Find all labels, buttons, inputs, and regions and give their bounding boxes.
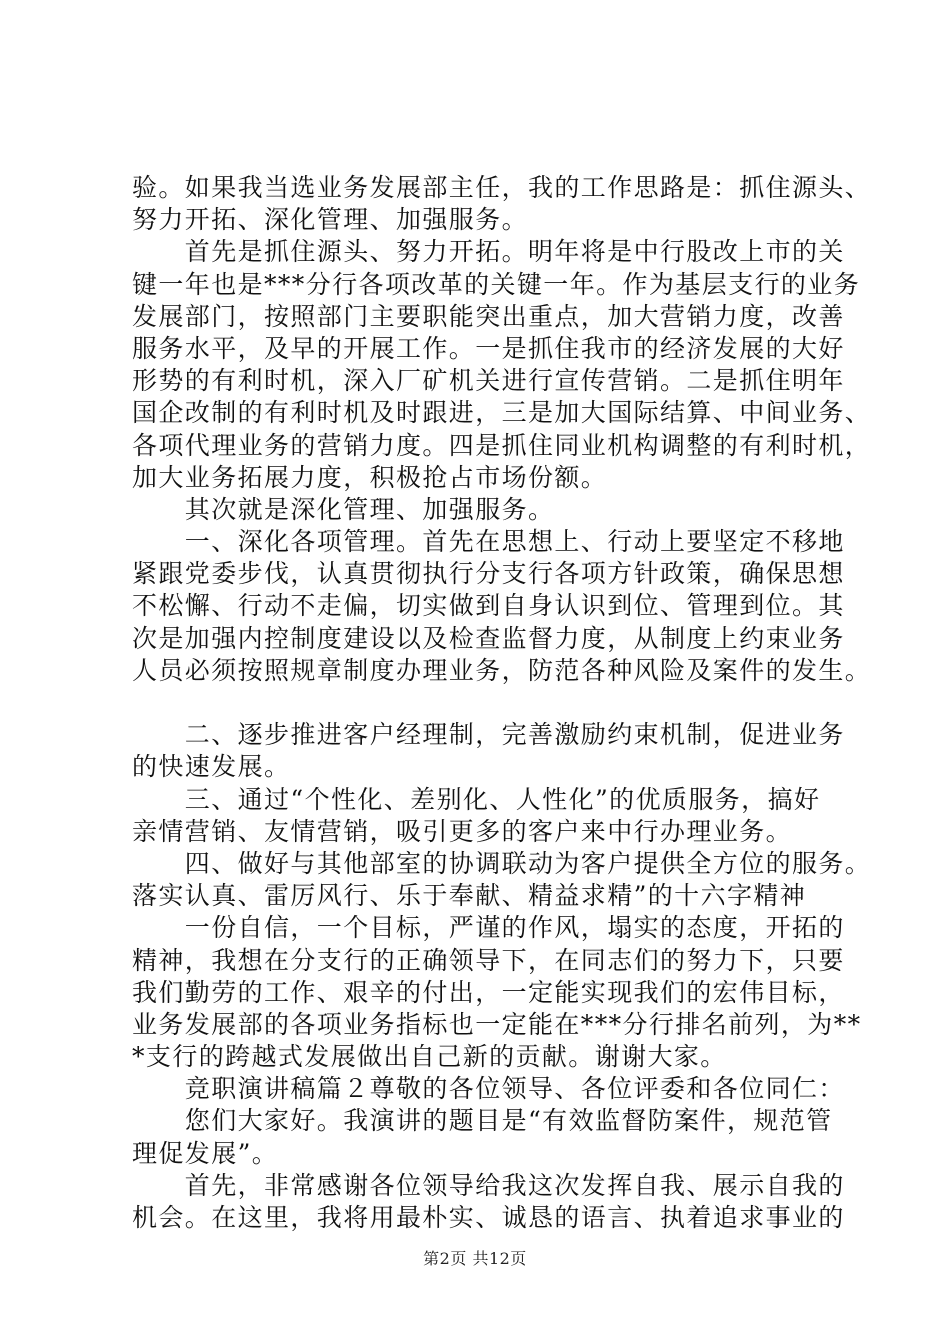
page-footer — [0, 1246, 950, 1269]
text-line: 我们勤劳的工作、艰辛的付出，一定能实现我们的宏伟目标， — [132, 977, 845, 1007]
text-line: 各项代理业务的营销力度。四是抓住同业机构调整的有利时机， — [132, 430, 872, 460]
text-line: 理促发展”。 — [132, 1138, 279, 1168]
text-line: 人员必须按照规章制度办理业务，防范各种风险及案件的发生。 — [132, 655, 872, 685]
text-line: 首先是抓住源头、努力开拓。明年将是中行股改上市的关 — [132, 237, 845, 267]
text-line: 落实认真、雷厉风行、乐于奉献、精益求精”的十六字精神 — [132, 881, 807, 911]
text-line: 次是加强内控制度建设以及检查监督力度，从制度上约束业务 — [132, 623, 845, 653]
text-line: 验。如果我当选业务发展部主任，我的工作思路是：抓住源头、 — [132, 173, 872, 202]
text-line: 您们大家好。我演讲的题目是“有效监督防案件，规范管 — [132, 1106, 833, 1136]
text-line: 机会。在这里，我将用最朴实、诚恳的语言、执着追求事业的 — [132, 1203, 845, 1232]
text-line: *支行的跨越式发展做出自己新的贡献。谢谢大家。 — [132, 1042, 727, 1072]
text-line: 紧跟党委步伐，认真贯彻执行分支行各项方针政策，确保思想 — [132, 559, 845, 589]
text-line: 亲情营销、友情营销，吸引更多的客户来中行办理业务。 — [132, 816, 793, 846]
text-line: 不松懈、行动不走偏，切实做到自身认识到位、管理到位。其 — [132, 591, 845, 621]
text-line: 业务发展部的各项业务指标也一定能在***分行排名前列，为** — [132, 1009, 862, 1039]
text-line: 三、通过“个性化、差别化、人性化”的优质服务，搞好 — [132, 784, 821, 814]
text-line: 二、逐步推进客户经理制，完善激励约束机制，促进业务 — [132, 720, 845, 750]
blank-line — [132, 687, 832, 719]
text-line: 一份自信，一个目标，严谨的作风，塌实的态度，开拓的 — [132, 913, 845, 943]
text-line: 一、深化各项管理。首先在思想上、行动上要坚定不移地 — [132, 527, 845, 557]
text-line: 竞职演讲稿篇２尊敬的各位领导、各位评委和各位同仁： — [132, 1074, 845, 1104]
text-line: 加大业务拓展力度，积极抢占市场份额。 — [132, 462, 608, 492]
text-line: 首先，非常感谢各位领导给我这次发挥自我、展示自我的 — [132, 1170, 845, 1200]
text-line: 发展部门，按照部门主要职能突出重点，加大营销力度，改善 — [132, 301, 845, 331]
text-line: 努力开拓、深化管理、加强服务。 — [132, 205, 529, 235]
text-line: 键一年也是***分行各项改革的关键一年。作为基层支行的业务 — [132, 269, 861, 299]
text-line: 其次就是深化管理、加强服务。 — [132, 494, 555, 524]
text-line: 精神，我想在分支行的正确领导下，在同志们的努力下，只要 — [132, 945, 845, 975]
document-body — [132, 172, 872, 1234]
text-line: 国企改制的有利时机及时跟进，三是加大国际结算、中间业务、 — [132, 398, 872, 428]
text-line: 服务水平，及早的开展工作。一是抓住我市的经济发展的大好 — [132, 333, 845, 363]
text-line: 四、做好与其他部室的协调联动为客户提供全方位的服务。 — [132, 848, 872, 878]
text-line: 形势的有利时机，深入厂矿机关进行宣传营销。二是抓住明年 — [132, 366, 845, 396]
page-number-label: 第2页 共12页 — [423, 1249, 527, 1268]
text-line: 的快速发展。 — [132, 752, 291, 782]
